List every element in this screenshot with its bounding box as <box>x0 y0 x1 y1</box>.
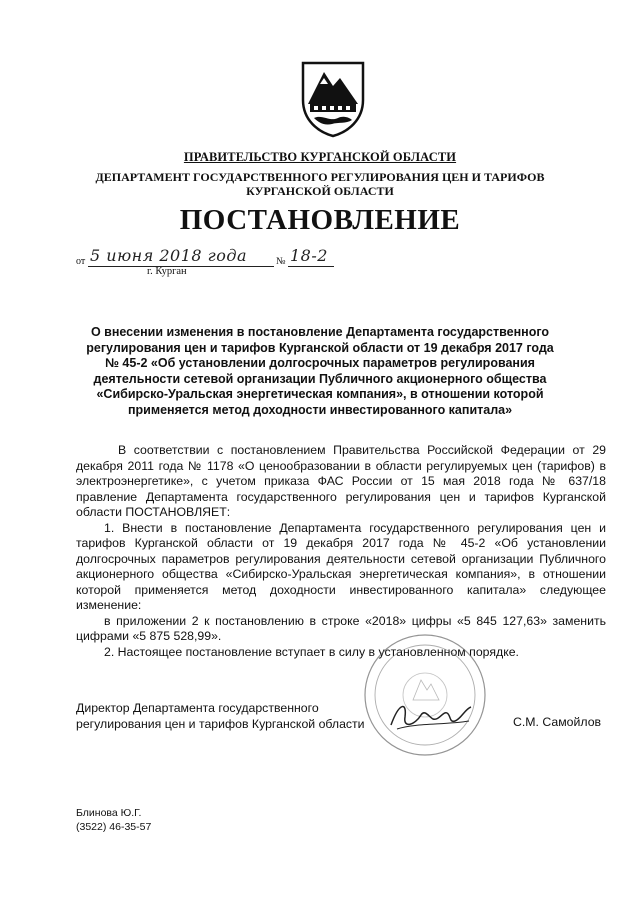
department-name <box>0 170 640 198</box>
city: г. Курган <box>147 266 187 277</box>
document-body <box>76 443 606 660</box>
item-2-paragraph: 2. Настоящее постановление вступает в силу в установленном порядке. <box>104 644 519 659</box>
coat-of-arms-icon <box>300 60 366 138</box>
signature-icon <box>385 695 475 735</box>
executor-phone: (3522) 46-35-57 <box>76 820 152 833</box>
item-1-paragraph: 1. Внести в постановление Департамента государственного регулирования цен и тарифов Курганской области от 19 декабря 2017 года № 45-2 «Об установлении долгосрочных параметров регулирования деятельности сетевой организации Публичного акционерного общества «Сибирско-Уральская энергетическая компания», в отношении которой применяется метод доходности инвестированного капитала» следующее изменение: <box>76 520 606 612</box>
dateline <box>76 248 376 270</box>
date-from-label: от <box>76 256 86 267</box>
heading-line: «Сибирско-Уральская энергетическая компания», в отношении которой <box>96 387 544 401</box>
signer-position <box>76 700 365 732</box>
government-name: ПРАВИТЕЛЬСТВО КУРГАНСКОЙ ОБЛАСТИ <box>183 150 457 164</box>
heading-line: № 45-2 «Об установлении долгосрочных параметров регулирования <box>105 356 535 370</box>
executor-name: Блинова Ю.Г. <box>76 807 142 819</box>
number-underline <box>288 266 334 267</box>
preamble-paragraph: В соответствии с постановлением Правительства Российской Федерации от 29 декабря 2011 года № 1178 «О ценообразовании в области регулируемых цен (тарифов) в электроэнергетике», с учетом приказа ФАС России от 15 мая 2018 года № 637/18 правление Департамента государственного регулирования цен и тарифов Курганской области ПОСТАНОВЛЯЕТ: <box>76 443 606 519</box>
signer-position-line2: регулирования цен и тарифов Курганской области <box>76 717 365 731</box>
heading-line: О внесении изменения в постановление Департамента государственного <box>90 325 550 339</box>
number-label: № <box>276 256 286 267</box>
document-heading <box>70 325 570 418</box>
department-name-line2: КУРГАНСКОЙ ОБЛАСТИ <box>246 184 394 198</box>
executor-contact <box>76 807 151 834</box>
department-name-line1: ДЕПАРТАМЕНТ ГОСУДАРСТВЕННОГО РЕГУЛИРОВАНИЯ ЦЕН И ТАРИФОВ <box>95 170 545 184</box>
document-type: ПОСТАНОВЛЕНИЕ <box>179 204 461 236</box>
heading-line: применяется метод доходности инвестированного капитала» <box>127 402 513 417</box>
heading-line: деятельности сетевой организации Публичного акционерного общества <box>93 371 547 386</box>
signer-position-line1: Директор Департамента государственного <box>76 701 319 715</box>
date-handwritten: 5 июня 2018 года <box>90 246 248 265</box>
item-1-change-paragraph: в приложении 2 к постановлению в строке «2018» цифры «5 845 127,63» заменить цифрами «5 875 528,99». <box>76 613 606 643</box>
signer-name: С.М. Самойлов <box>513 715 602 729</box>
number-handwritten: 18-2 <box>290 246 328 265</box>
heading-line: регулирования цен и тарифов Курганской области от 19 декабря 2017 года <box>86 340 554 355</box>
